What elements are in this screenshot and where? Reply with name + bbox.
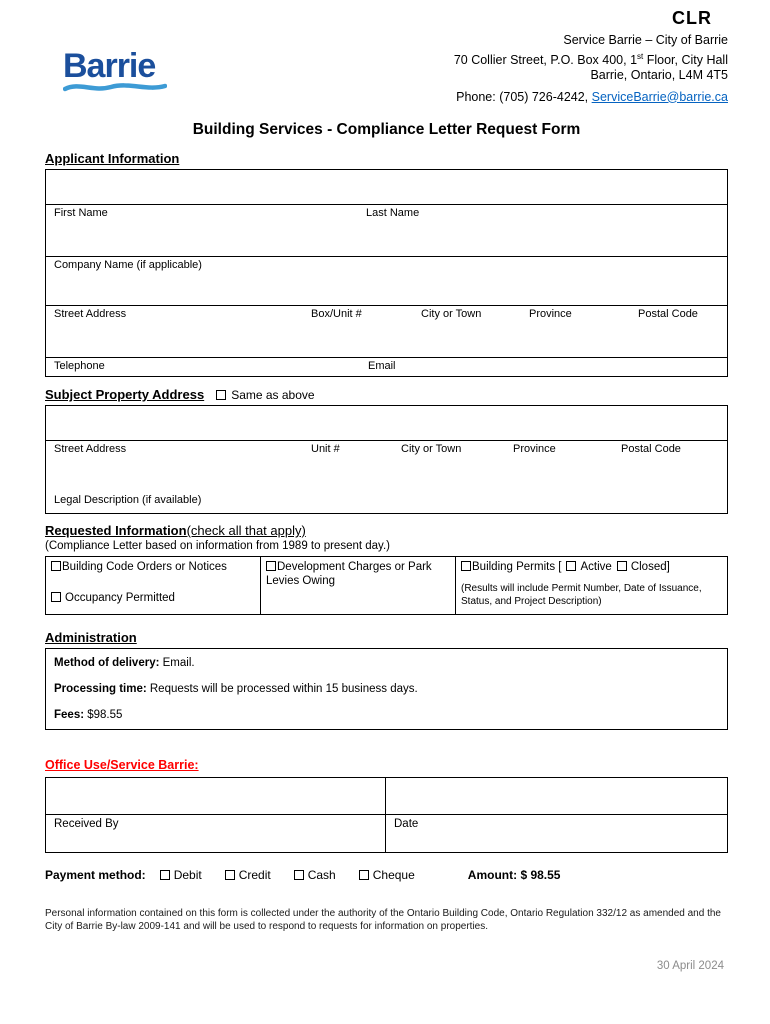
- payment-option-cheque: [359, 868, 415, 882]
- applicant-heading: Applicant Information: [45, 151, 180, 167]
- company-name-label: Company Name (if applicable): [54, 259, 202, 272]
- property-postal-label: Postal Code: [621, 443, 681, 456]
- payment-row: [45, 868, 728, 882]
- payment-option-credit: [225, 868, 271, 882]
- occupancy-permitted-option: [51, 591, 255, 605]
- address-line-2: [454, 49, 728, 69]
- development-charges-label: Development Charges or Park Levies Owing: [266, 561, 432, 588]
- applicant-name-fields-area[interactable]: [46, 170, 727, 205]
- address-line-2-rest: Floor, City Hall: [643, 52, 728, 67]
- building-code-orders-option: [51, 560, 255, 574]
- province-label: Province: [529, 308, 572, 321]
- box-unit-label: Box/Unit #: [311, 308, 362, 321]
- administration-box: [45, 648, 728, 730]
- street-address-label: Street Address: [54, 308, 127, 321]
- credit-label: Credit: [238, 868, 271, 883]
- occupancy-permitted-checkbox[interactable]: [51, 592, 61, 602]
- barrie-logo: [63, 49, 183, 105]
- property-heading: Subject Property Address: [45, 387, 205, 403]
- amount-label: Amount:: [467, 868, 518, 883]
- address-line-2-text: 70 Collier Street, P.O. Box 400, 1: [453, 52, 638, 67]
- requested-col-3: [456, 557, 727, 614]
- legal-description-label: Legal Description (if available): [54, 494, 202, 507]
- first-name-label: First Name: [54, 207, 108, 220]
- property-street-label: Street Address: [54, 443, 127, 456]
- property-unit-label: Unit #: [311, 443, 340, 456]
- applicant-box: [45, 169, 728, 377]
- property-heading-row: [45, 387, 728, 402]
- telephone-label: Telephone: [54, 360, 105, 373]
- privacy-notice: Personal information contained on this form is collected under the authority of the Ontario Building Code, Ontario Regulation 332/12 as amended and the City of Barrie By-law 2009-141 and will be used to respond to requests for information on properties.: [45, 908, 721, 932]
- requested-subnote: (Compliance Letter based on information from 1989 to present day.): [45, 540, 390, 553]
- phone-text: Phone: (705) 726-4242,: [456, 89, 592, 104]
- postal-code-label: Postal Code: [638, 308, 698, 321]
- same-as-above-label: Same as above: [231, 387, 315, 402]
- doc-code: CLR: [672, 8, 712, 28]
- delivery-method-label: Method of delivery:: [54, 657, 160, 670]
- phone-line: [454, 90, 728, 106]
- date-label: Date: [394, 818, 419, 831]
- applicant-company-field-area[interactable]: [46, 205, 727, 257]
- form-title: Building Services - Compliance Letter Request Form: [192, 121, 581, 139]
- received-by-cell[interactable]: [46, 815, 386, 853]
- same-as-above-checkbox[interactable]: [216, 390, 226, 400]
- requested-heading-note: (check all that apply): [186, 523, 306, 539]
- ordinal-superscript: st: [637, 51, 644, 61]
- property-box: [45, 405, 728, 514]
- debit-checkbox[interactable]: [160, 870, 170, 880]
- requested-col-2: [261, 557, 456, 614]
- fees-label: Fees:: [54, 709, 85, 722]
- amount: [468, 868, 561, 882]
- processing-time-line: [54, 682, 719, 697]
- applicant-address-fields-area[interactable]: [46, 257, 727, 306]
- address-line-3: Barrie, Ontario, L4M 4T5: [590, 68, 728, 83]
- building-code-orders-label: Building Code Orders or Notices: [62, 561, 227, 574]
- header-address: [454, 33, 728, 105]
- requested-heading-row: [45, 523, 728, 538]
- building-permits-checkbox[interactable]: [461, 561, 471, 571]
- processing-time-label: Processing time:: [54, 683, 147, 696]
- email-label: Email: [368, 360, 396, 373]
- permits-results-note: (Results will include Permit Number, Date of Issuance, Status, and Project Description): [461, 583, 702, 607]
- development-charges-checkbox[interactable]: [266, 561, 276, 571]
- applicant-telephone-email-labels: [46, 358, 727, 376]
- last-name-label: Last Name: [366, 207, 420, 220]
- office-use-table: [45, 777, 728, 853]
- date-signature-area[interactable]: [386, 778, 728, 815]
- cash-label: Cash: [307, 868, 336, 883]
- fees-line: [54, 708, 719, 723]
- permits-active-label: Active: [580, 561, 612, 574]
- footer-date: 30 April 2024: [656, 960, 724, 972]
- building-code-orders-checkbox[interactable]: [51, 561, 61, 571]
- received-by-label: Received By: [54, 818, 119, 831]
- office-signature-row: [46, 778, 728, 815]
- permits-closed-label: Closed]: [630, 561, 670, 574]
- delivery-method-value: Email.: [159, 657, 195, 670]
- applicant-contact-fields-area[interactable]: [46, 306, 727, 358]
- property-address-fields-area[interactable]: [46, 406, 727, 441]
- delivery-method-line: [54, 656, 719, 671]
- amount-value: $ 98.55: [517, 868, 561, 883]
- requested-options-table: [45, 556, 728, 615]
- occupancy-permitted-label: Occupancy Permitted: [65, 592, 175, 605]
- cheque-checkbox[interactable]: [359, 870, 369, 880]
- processing-time-value: Requests will be processed within 15 business days.: [146, 683, 418, 696]
- email-link[interactable]: ServiceBarrie@barrie.ca: [591, 89, 728, 104]
- fees-value: $98.55: [84, 709, 123, 722]
- payment-option-debit: [160, 868, 202, 882]
- administration-heading: Administration: [45, 630, 137, 646]
- cash-checkbox[interactable]: [294, 870, 304, 880]
- office-use-heading: Office Use/Service Barrie:: [45, 758, 199, 773]
- received-by-signature-area[interactable]: [46, 778, 386, 815]
- building-permits-option: [461, 560, 722, 574]
- office-label-row: [46, 815, 728, 853]
- header: [45, 33, 728, 105]
- date-cell[interactable]: [386, 815, 728, 853]
- property-province-label: Province: [513, 443, 556, 456]
- debit-label: Debit: [173, 868, 202, 883]
- barrie-logo-text: Barrie: [63, 47, 156, 85]
- payment-option-cash: [294, 868, 336, 882]
- address-line-1: Service Barrie – City of Barrie: [563, 33, 728, 47]
- building-permits-label: Building Permits [: [472, 561, 562, 574]
- permits-closed-checkbox[interactable]: [617, 561, 627, 571]
- development-charges-option: [266, 560, 450, 588]
- property-city-label: City or Town: [401, 443, 462, 456]
- credit-checkbox[interactable]: [225, 870, 235, 880]
- permits-active-checkbox[interactable]: [566, 561, 576, 571]
- property-legal-description-area[interactable]: [46, 441, 727, 513]
- requested-heading: Requested Information: [45, 523, 187, 539]
- cheque-label: Cheque: [372, 868, 415, 883]
- payment-method-label: Payment method:: [45, 868, 146, 883]
- city-or-town-label: City or Town: [421, 308, 482, 321]
- requested-col-1: [46, 557, 261, 614]
